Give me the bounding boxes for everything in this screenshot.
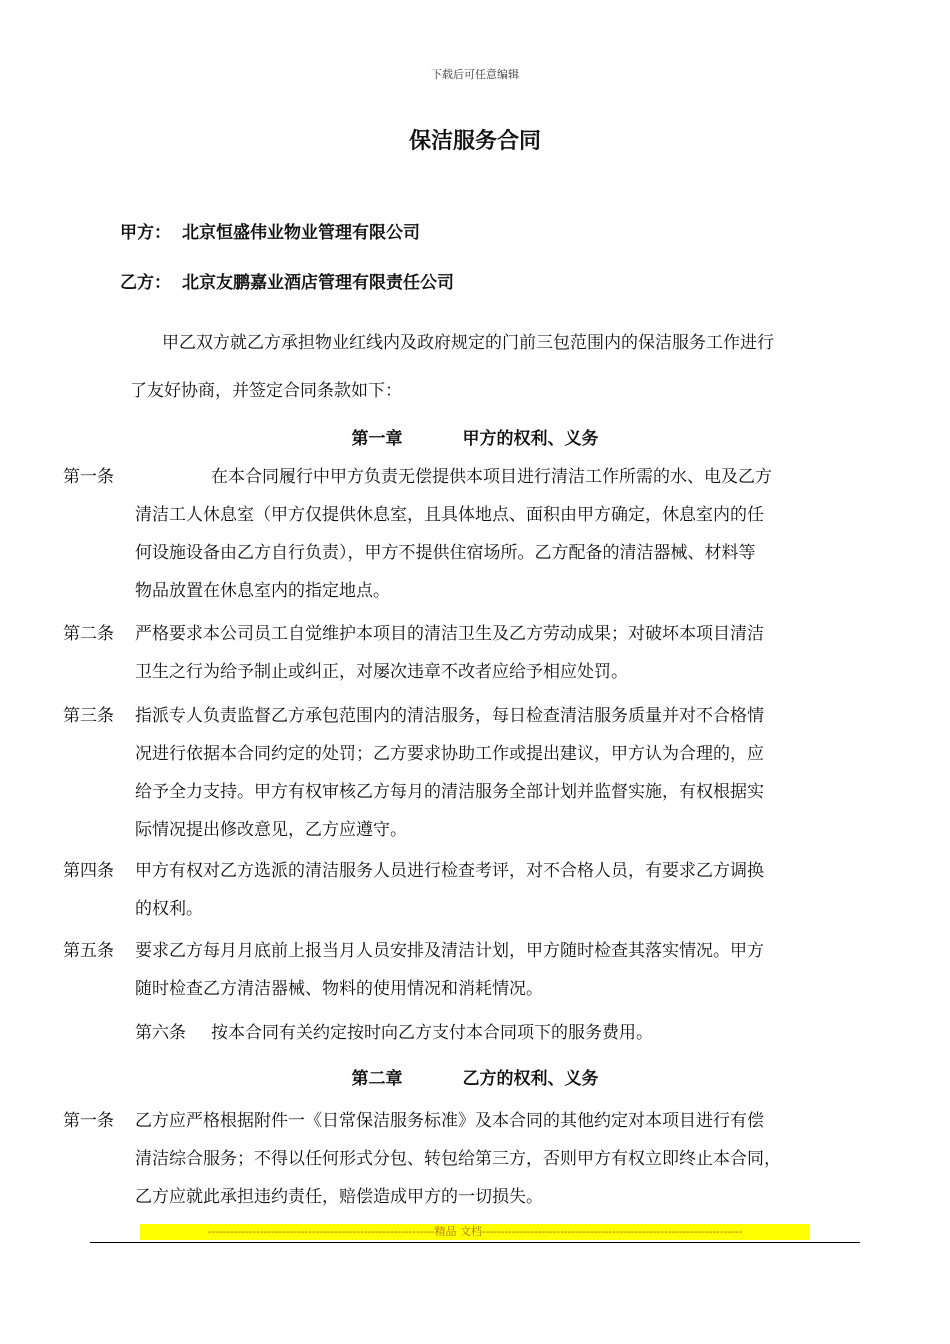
chapter-1-heading (0, 424, 950, 449)
article-number: 第六条 (135, 1023, 186, 1043)
article-line: 清洁工人休息室（甲方仅提供休息室，且具体地点、面积由甲方确定，休息室内的任 (135, 505, 764, 525)
party-b-name: 北京友鹏嘉业酒店管理有限责任公司 (182, 273, 454, 293)
intro-line-2: 了友好协商，并签定合同条款如下： (130, 381, 402, 401)
chapter-2-number: 第二章 (351, 1069, 403, 1089)
article-line: 物品放置在休息室内的指定地点。 (135, 581, 390, 601)
article-number: 第二条 (63, 624, 114, 644)
article-line: 指派专人负责监督乙方承包范围内的清洁服务，每日检查清洁服务质量并对不合格情 (135, 706, 764, 726)
article-line: 乙方应就此承担违约责任，赔偿造成甲方的一切损失。 (135, 1187, 543, 1207)
article-line: 按本合同有关约定按时向乙方支付本合同项下的服务费用。 (211, 1023, 653, 1043)
article-number: 第三条 (63, 706, 114, 726)
article-line: 严格要求本公司员工自觉维护本项目的清洁卫生及乙方劳动成果；对破坏本项目清洁 (135, 624, 764, 644)
article-line: 况进行依据本合同约定的处罚；乙方要求协助工作或提出建议，甲方认为合理的，应 (135, 744, 764, 764)
article-line: 乙方应严格根据附件一《日常保洁服务标准》及本合同的其他约定对本项目进行有偿 (135, 1111, 764, 1131)
article-number: 第一条 (63, 1111, 114, 1131)
article-number: 第五条 (63, 941, 114, 961)
article-line: 的权利。 (135, 899, 203, 919)
party-a (120, 218, 420, 243)
chapter-2-heading (0, 1064, 950, 1089)
article-line: 何设施设备由乙方自行负责），甲方不提供住宿场所。乙方配备的清洁器械、材料等 (135, 543, 756, 563)
article-line: 清洁综合服务；不得以任何形式分包、转包给第三方，否则甲方有权立即终止本合同， (135, 1149, 781, 1169)
footer-watermark: -------------------------------------------------------------精品 文档---------------------------------------------------------------------- (140, 1224, 810, 1240)
article-line: 甲方有权对乙方选派的清洁服务人员进行检查考评，对不合格人员，有要求乙方调换 (135, 861, 764, 881)
article-line: 给予全力支持。甲方有权审核乙方每月的清洁服务全部计划并监督实施，有权根据实 (135, 782, 764, 802)
party-b (120, 268, 454, 293)
article-line: 卫生之行为给予制止或纠正，对屡次违章不改者应给予相应处罚。 (135, 662, 628, 682)
footer-divider (90, 1242, 860, 1243)
party-a-name: 北京恒盛伟业物业管理有限公司 (182, 223, 420, 243)
party-a-label: 甲方： (120, 223, 171, 243)
intro-line-1: 甲乙双方就乙方承担物业红线内及政府规定的门前三包范围内的保洁服务工作进行 (162, 333, 774, 353)
article-line: 际情况提出修改意见，乙方应遵守。 (135, 820, 407, 840)
chapter-1-number: 第一章 (351, 429, 403, 449)
party-b-label: 乙方： (120, 273, 171, 293)
document-title: 保洁服务合同 (408, 128, 541, 154)
article-line: 要求乙方每月月底前上报当月人员安排及清洁计划，甲方随时检查其落实情况。甲方 (135, 941, 764, 961)
article-number: 第一条 (63, 467, 114, 487)
header-note: 下载后可任意编辑 (431, 68, 519, 81)
article-line: 随时检查乙方清洁器械、物料的使用情况和消耗情况。 (135, 979, 543, 999)
article-line: 在本合同履行中甲方负责无偿提供本项目进行清洁工作所需的水、电及乙方 (211, 467, 772, 487)
chapter-1-title: 甲方的权利、义务 (462, 429, 599, 449)
article-number: 第四条 (63, 861, 114, 881)
chapter-2-title: 乙方的权利、义务 (462, 1069, 599, 1089)
